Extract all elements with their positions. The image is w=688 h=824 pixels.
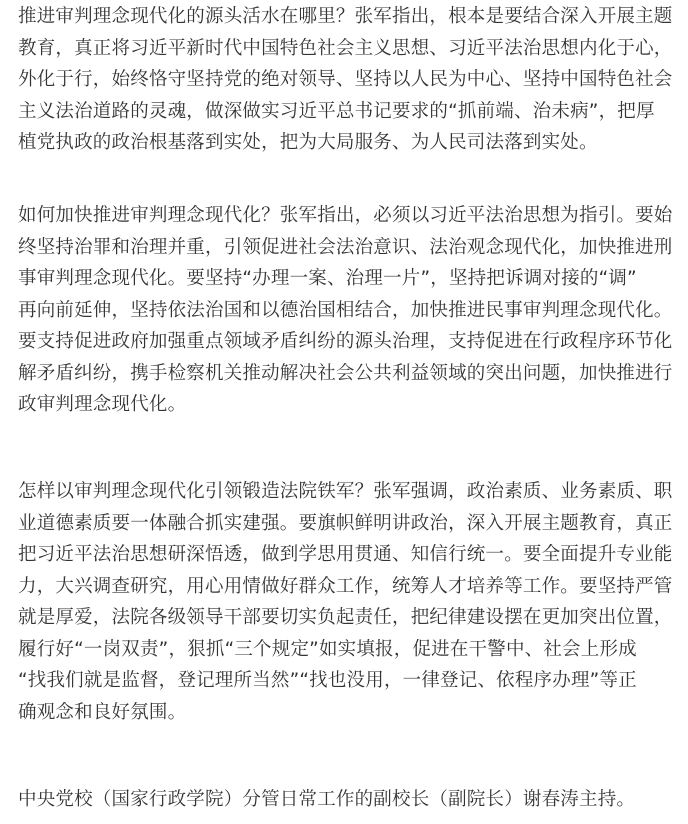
paragraph-court-team-building	[18, 476, 678, 728]
text-line: 植党执政的政治根基落到实处，把为大局服务、为人民司法落到实处。	[18, 132, 598, 153]
text-line: 政审判理念现代化。	[18, 394, 187, 415]
text-line: 再向前延伸，坚持依法治国和以德治国相结合，加快推进民事审判理念现代化。	[18, 299, 673, 321]
text-line: 就是厚爱，法院各级领导干部要切实负起责任，把纪律建设摆在更加突出位置，	[18, 607, 673, 628]
text-line: “找我们就是监督，登记理所当然”“找也没用，一律登记、依程序办理”等正	[18, 670, 637, 691]
text-line: 怎样以审判理念现代化引领锻造法院铁军？张军强调，政治素质、业务素质、职	[18, 481, 673, 502]
text-line: 力，大兴调查研究，用心用情做好群众工作，统筹人才培养等工作。要坚持严管	[18, 575, 673, 597]
paragraph-how-to-accelerate	[18, 200, 678, 421]
text-line: 事审判理念现代化。要坚持“办理一案、治理一片”，坚持把诉调对接的“调”	[18, 268, 637, 289]
text-line: 中央党校（国家行政学院）分管日常工作的副校长（副院长）谢春涛主持。	[18, 789, 636, 810]
text-line: 主义法治道路的灵魂，做深做实习近平总书记要求的“抓前端、治未病”，把厚	[18, 100, 655, 122]
text-line: 解矛盾纠纷，携手检察机关推动解决社会公共利益领域的突出问题，加快推进行	[18, 362, 673, 384]
text-line: 履行好“一岗双责”，狠抓“三个规定”如实填报，促进在干警中、社会上形成	[18, 638, 637, 660]
text-line: 要支持促进政府加强重点领域矛盾纠纷的源头治理，支持促进在行政程序环节化	[18, 331, 673, 352]
text-line: 确观念和良好氛围。	[18, 701, 187, 723]
text-line: 教育，真正将习近平新时代中国特色社会主义思想、习近平法治思想内化于心，	[18, 37, 673, 59]
text-line: 推进审判理念现代化的源头活水在哪里？张军指出，根本是要结合深入开展主题	[18, 6, 673, 27]
paragraph-host-note	[18, 784, 678, 816]
text-line: 业道德素质要一体融合抓实建强。要旗帜鲜明讲政治，深入开展主题教育，真正	[18, 512, 673, 534]
paragraph-source-of-modernization	[18, 1, 678, 159]
text-line: 把习近平法治思想研深悟透，做到学思用贯通、知信行统一。要全面提升专业能	[18, 544, 673, 565]
text-line: 如何加快推进审判理念现代化？张军指出，必须以习近平法治思想为指引。要始	[18, 205, 673, 226]
text-line: 外化于行，始终恪守坚持党的绝对领导、坚持以人民为中心、坚持中国特色社会	[18, 69, 673, 90]
text-line: 终坚持治罪和治理并重，引领促进社会法治意识、法治观念现代化，加快推进刑	[18, 236, 673, 258]
